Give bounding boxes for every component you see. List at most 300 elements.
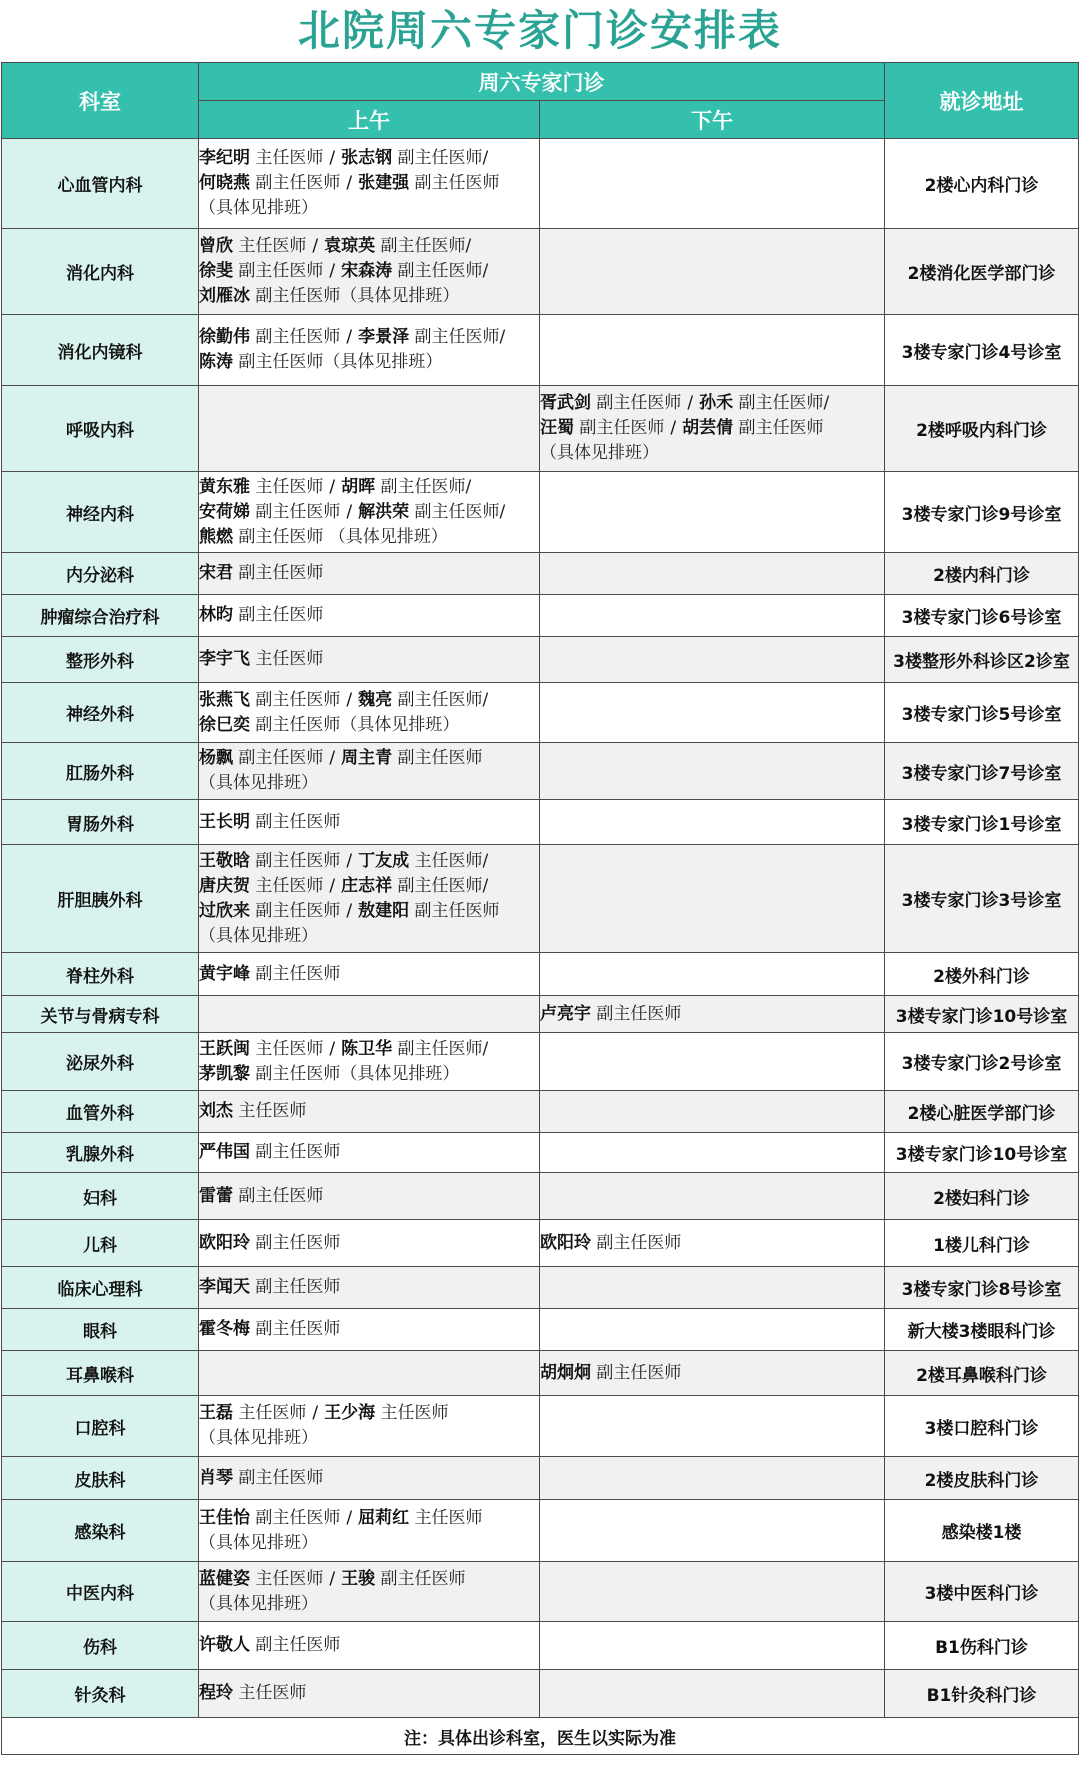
address-cell: 2楼妇科门诊	[885, 1173, 1079, 1220]
doctor-name: 王骏	[341, 1568, 376, 1589]
dept-cell: 肿瘤综合治疗科	[2, 595, 199, 637]
doctor-title: 副主任医师	[255, 501, 341, 522]
doctor-name: 袁琼英	[324, 236, 376, 256]
dept-cell: 神经外科	[2, 683, 199, 743]
doctor-line	[199, 171, 539, 196]
doctor-title: 主任医师	[238, 1101, 307, 1121]
pm-cell	[540, 845, 885, 953]
doctor-title: 副主任医师	[255, 1232, 341, 1253]
pm-cell	[540, 1033, 885, 1091]
doctor-name: 胥武剑	[540, 393, 591, 413]
doctor-name: 庄志祥	[341, 875, 393, 896]
doctor-name: 刘雁冰	[199, 286, 250, 306]
doctor-line	[199, 1592, 539, 1617]
address-cell: 3楼专家门诊10号诊室	[885, 996, 1079, 1033]
doctor-name: 茅凯黎	[199, 1063, 250, 1084]
table-row	[2, 553, 1079, 595]
am-cell	[199, 1091, 540, 1133]
doctor-line	[199, 1466, 539, 1491]
doctor-line	[199, 1681, 539, 1706]
doctor-name: 徐勤伟	[199, 327, 250, 347]
dept-cell: 临床心理科	[2, 1267, 199, 1309]
pm-cell	[540, 1670, 885, 1718]
am-cell	[199, 386, 540, 472]
dept-cell: 整形外科	[2, 637, 199, 683]
address-cell: 3楼专家门诊8号诊室	[885, 1267, 1079, 1309]
doctor-line	[199, 647, 539, 672]
doctor-name: 宋森涛	[341, 261, 393, 281]
address-cell: 3楼口腔科门诊	[885, 1396, 1079, 1457]
doctor-title: 副主任医师	[238, 1185, 324, 1206]
doctor-name: 唐庆贺	[199, 875, 250, 896]
doctor-title: 副主任医师（具体见排班）	[238, 352, 443, 372]
separator: /	[346, 850, 353, 871]
doctor-line	[199, 1317, 539, 1342]
doctor-name: 王敬晗	[199, 850, 250, 871]
doctor-line	[199, 688, 539, 713]
doctor-line	[199, 259, 539, 284]
doctor-line	[199, 475, 539, 500]
am-cell	[199, 1622, 540, 1670]
doctor-line	[199, 561, 539, 586]
table-row	[2, 1500, 1079, 1562]
doctor-line	[199, 771, 539, 796]
doctor-title: 副主任医师	[596, 393, 682, 413]
address-cell: 1楼儿科门诊	[885, 1220, 1079, 1267]
pm-cell	[540, 1091, 885, 1133]
doctor-line	[199, 1275, 539, 1300]
address-cell: 3楼中医科门诊	[885, 1562, 1079, 1622]
header-saturday: 周六专家门诊	[199, 63, 885, 101]
address-cell: 3楼专家门诊9号诊室	[885, 472, 1079, 553]
am-cell	[199, 1562, 540, 1622]
table-row	[2, 683, 1079, 743]
doctor-name: 孙禾	[699, 393, 734, 413]
dept-cell: 口腔科	[2, 1396, 199, 1457]
am-cell	[199, 1670, 540, 1718]
address-cell: 2楼心脏医学部门诊	[885, 1091, 1079, 1133]
doctor-title: 副主任医师/	[397, 1038, 489, 1059]
doctor-name: 卢亮宇	[540, 1003, 591, 1024]
doctor-line	[199, 1567, 539, 1592]
doctor-line	[199, 1426, 539, 1451]
footer-note: 注：具体出诊科室，医生以实际为准	[2, 1718, 1079, 1755]
address-cell: 感染楼1楼	[885, 1500, 1079, 1562]
doctor-name: 屈莉红	[358, 1507, 410, 1528]
am-cell	[199, 1396, 540, 1457]
doctor-title: 副主任医师	[380, 1568, 466, 1589]
doctor-name: 李闻天	[199, 1277, 250, 1297]
pm-cell	[540, 1500, 885, 1562]
am-cell	[199, 139, 540, 229]
separator: /	[346, 689, 353, 710]
table-row	[2, 953, 1079, 996]
doctor-title: （具体见排班）	[199, 925, 318, 946]
dept-cell: 妇科	[2, 1173, 199, 1220]
doctor-title: 副主任医师	[255, 1507, 341, 1528]
dept-cell: 伤科	[2, 1622, 199, 1670]
doctor-name: 严伟国	[199, 1142, 250, 1162]
doctor-line	[199, 962, 539, 987]
doctor-title: 副主任医师	[596, 1362, 682, 1383]
table-row	[2, 1267, 1079, 1309]
schedule-body	[2, 139, 1079, 1718]
doctor-name: 霍冬梅	[199, 1319, 250, 1339]
doctor-line	[540, 1231, 884, 1256]
doctor-name: 刘杰	[199, 1101, 233, 1121]
table-row	[2, 743, 1079, 800]
doctor-line	[199, 1099, 539, 1124]
separator: /	[329, 1568, 336, 1589]
doctor-line	[199, 234, 539, 259]
doctor-name: 胡芸倩	[682, 418, 734, 438]
doctor-title: 主任医师	[255, 1568, 324, 1589]
table-row	[2, 1457, 1079, 1500]
doctor-title: 副主任医师/	[414, 501, 506, 522]
doctor-title: 副主任医师/	[414, 327, 506, 347]
separator: /	[346, 1507, 353, 1528]
am-cell	[199, 845, 540, 953]
doctor-name: 王佳怡	[199, 1507, 250, 1528]
am-cell	[199, 1351, 540, 1396]
doctor-title: （具体见排班）	[199, 773, 318, 793]
doctor-line	[199, 350, 539, 375]
am-cell	[199, 743, 540, 800]
doctor-line	[199, 713, 539, 738]
doctor-title: 副主任医师	[255, 1635, 341, 1655]
doctor-title: 副主任医师（具体见排班）	[255, 1063, 460, 1084]
schedule-table	[1, 62, 1079, 1755]
am-cell	[199, 1267, 540, 1309]
doctor-name: 周主青	[341, 748, 393, 768]
address-cell: 2楼呼吸内科门诊	[885, 386, 1079, 472]
doctor-line	[199, 1231, 539, 1256]
doctor-title: 主任医师	[255, 148, 324, 168]
dept-cell: 心血管内科	[2, 139, 199, 229]
pm-cell	[540, 1562, 885, 1622]
doctor-title: 副主任医师	[397, 748, 483, 768]
doctor-title: 主任医师/	[414, 850, 489, 871]
doctor-line	[199, 1506, 539, 1531]
dept-cell: 脊柱外科	[2, 953, 199, 996]
address-cell: 3楼专家门诊5号诊室	[885, 683, 1079, 743]
doctor-name: 熊燃	[199, 526, 233, 547]
doctor-title: （具体见排班）	[199, 1532, 318, 1553]
doctor-title: 主任医师	[238, 236, 307, 256]
doctor-line	[540, 441, 884, 466]
doctor-line	[199, 500, 539, 525]
separator: /	[329, 261, 336, 281]
am-cell	[199, 229, 540, 315]
doctor-title: 副主任医师	[238, 563, 324, 583]
doctor-title: 副主任医师	[238, 748, 324, 768]
dept-cell: 耳鼻喉科	[2, 1351, 199, 1396]
address-cell: 3楼整形外科诊区2诊室	[885, 637, 1079, 683]
doctor-title: 副主任医师/	[397, 875, 489, 896]
doctor-line	[199, 1062, 539, 1087]
pm-cell	[540, 229, 885, 315]
doctor-title: 主任医师	[380, 1403, 449, 1423]
table-row	[2, 315, 1079, 386]
doctor-title: 副主任医师/	[738, 393, 830, 413]
dept-cell: 乳腺外科	[2, 1133, 199, 1173]
am-cell	[199, 1033, 540, 1091]
address-cell: 3楼专家门诊3号诊室	[885, 845, 1079, 953]
doctor-title: 副主任医师	[255, 900, 341, 921]
doctor-title: 副主任医师	[579, 418, 665, 438]
doctor-name: 丁友成	[358, 850, 410, 871]
doctor-title: 副主任医师	[255, 327, 341, 347]
doctor-title: （具体见排班）	[540, 443, 659, 463]
doctor-name: 张燕飞	[199, 689, 250, 710]
doctor-line	[199, 525, 539, 550]
doctor-name: 李纪明	[199, 148, 250, 168]
doctor-name: 张建强	[358, 173, 410, 193]
am-cell	[199, 1133, 540, 1173]
doctor-name: 黄宇峰	[199, 963, 250, 984]
header-address: 就诊地址	[885, 63, 1079, 139]
separator: /	[329, 148, 336, 168]
table-row	[2, 1351, 1079, 1396]
doctor-name: 王磊	[199, 1403, 233, 1423]
doctor-line	[199, 1633, 539, 1658]
doctor-line	[199, 899, 539, 924]
doctor-name: 肖琴	[199, 1467, 233, 1488]
doctor-name: 陈卫华	[341, 1038, 393, 1059]
doctor-title: 副主任医师 （具体见排班）	[238, 526, 448, 547]
dept-cell: 胃肠外科	[2, 800, 199, 845]
doctor-line	[199, 284, 539, 309]
separator: /	[329, 875, 336, 896]
am-cell	[199, 1173, 540, 1220]
doctor-name: 陈涛	[199, 352, 233, 372]
doctor-title: 副主任医师/	[397, 689, 489, 710]
doctor-line	[199, 603, 539, 628]
doctor-name: 王少海	[324, 1403, 376, 1423]
header-am: 上午	[199, 101, 540, 139]
doctor-title: 副主任医师	[255, 689, 341, 710]
am-cell	[199, 953, 540, 996]
doctor-name: 过欣来	[199, 900, 250, 921]
address-cell: 新大楼3楼眼科门诊	[885, 1309, 1079, 1351]
doctor-line	[199, 325, 539, 350]
address-cell: 3楼专家门诊4号诊室	[885, 315, 1079, 386]
doctor-name: 安荷娣	[199, 501, 250, 522]
table-row	[2, 472, 1079, 553]
address-cell: 3楼专家门诊2号诊室	[885, 1033, 1079, 1091]
doctor-line	[540, 1361, 884, 1386]
doctor-line	[199, 1401, 539, 1426]
dept-cell: 皮肤科	[2, 1457, 199, 1500]
table-row	[2, 1309, 1079, 1351]
dept-cell: 关节与骨病专科	[2, 996, 199, 1033]
doctor-title: 副主任医师/	[380, 476, 472, 497]
pm-cell	[540, 637, 885, 683]
doctor-line	[199, 874, 539, 899]
doctor-line	[199, 1140, 539, 1165]
doctor-title: 副主任医师（具体见排班）	[255, 286, 460, 306]
am-cell	[199, 1220, 540, 1267]
pm-cell	[540, 1351, 885, 1396]
separator: /	[346, 900, 353, 921]
doctor-name: 杨飘	[199, 748, 233, 768]
doctor-name: 许敬人	[199, 1635, 250, 1655]
doctor-title: 副主任医师	[414, 900, 500, 921]
table-row	[2, 386, 1079, 472]
separator: /	[312, 236, 319, 256]
dept-cell: 消化内镜科	[2, 315, 199, 386]
dept-cell: 眼科	[2, 1309, 199, 1351]
doctor-line	[199, 146, 539, 171]
address-cell: 3楼专家门诊7号诊室	[885, 743, 1079, 800]
doctor-name: 徐斐	[199, 261, 233, 281]
address-cell: 3楼专家门诊10号诊室	[885, 1133, 1079, 1173]
separator: /	[329, 1038, 336, 1059]
table-row	[2, 845, 1079, 953]
doctor-title: 副主任医师	[596, 1003, 682, 1024]
doctor-title: 主任医师	[255, 476, 324, 497]
dept-cell: 内分泌科	[2, 553, 199, 595]
doctor-title: 主任医师	[414, 1507, 483, 1528]
address-cell: B1针灸科门诊	[885, 1670, 1079, 1718]
table-row	[2, 1091, 1079, 1133]
doctor-line	[199, 1037, 539, 1062]
doctor-name: 徐巳奕	[199, 714, 250, 735]
pm-cell	[540, 315, 885, 386]
header-pm: 下午	[540, 101, 885, 139]
table-row	[2, 1562, 1079, 1622]
dept-cell: 感染科	[2, 1500, 199, 1562]
table-row	[2, 1173, 1079, 1220]
doctor-title: 副主任医师/	[397, 261, 489, 281]
doctor-title: 副主任医师	[255, 811, 341, 832]
doctor-name: 胡晖	[341, 476, 376, 497]
pm-cell	[540, 1622, 885, 1670]
doctor-title: 副主任医师	[738, 418, 824, 438]
am-cell	[199, 315, 540, 386]
doctor-title: 副主任医师	[596, 1232, 682, 1253]
am-cell	[199, 800, 540, 845]
doctor-title: 副主任医师	[238, 261, 324, 281]
dept-cell: 呼吸内科	[2, 386, 199, 472]
pm-cell	[540, 1267, 885, 1309]
doctor-line	[540, 391, 884, 416]
doctor-title: 副主任医师/	[397, 148, 489, 168]
doctor-name: 曾欣	[199, 236, 233, 256]
separator: /	[329, 748, 336, 768]
dept-cell: 神经内科	[2, 472, 199, 553]
doctor-title: 副主任医师	[255, 850, 341, 871]
doctor-title: 副主任医师	[255, 1277, 341, 1297]
table-row	[2, 229, 1079, 315]
doctor-title: （具体见排班）	[199, 1593, 318, 1614]
separator: /	[346, 501, 353, 522]
doctor-title: 副主任医师/	[380, 236, 472, 256]
table-row	[2, 1033, 1079, 1091]
doctor-name: 欧阳玲	[540, 1232, 591, 1253]
doctor-title: 副主任医师	[238, 1467, 324, 1488]
pm-cell	[540, 553, 885, 595]
doctor-name: 王长明	[199, 811, 250, 832]
doctor-name: 何晓燕	[199, 173, 250, 193]
doctor-name: 解洪荣	[358, 501, 410, 522]
doctor-name: 胡炯炯	[540, 1362, 591, 1383]
address-cell: 2楼心内科门诊	[885, 139, 1079, 229]
address-cell: 3楼专家门诊1号诊室	[885, 800, 1079, 845]
am-cell	[199, 996, 540, 1033]
separator: /	[670, 418, 677, 438]
pm-cell	[540, 996, 885, 1033]
doctor-name: 雷蕾	[199, 1185, 233, 1206]
doctor-line	[199, 746, 539, 771]
pm-cell	[540, 1396, 885, 1457]
am-cell	[199, 1500, 540, 1562]
dept-cell: 消化内科	[2, 229, 199, 315]
doctor-title: 副主任医师（具体见排班）	[255, 714, 460, 735]
am-cell	[199, 1457, 540, 1500]
address-cell: 2楼外科门诊	[885, 953, 1079, 996]
am-cell	[199, 472, 540, 553]
page-title: 北院周六专家门诊安排表	[297, 6, 782, 55]
doctor-title: 副主任医师	[238, 605, 324, 625]
pm-cell	[540, 953, 885, 996]
doctor-title: 主任医师	[255, 1038, 324, 1059]
doctor-line	[199, 849, 539, 874]
am-cell	[199, 637, 540, 683]
address-cell: 2楼耳鼻喉科门诊	[885, 1351, 1079, 1396]
dept-cell: 泌尿外科	[2, 1033, 199, 1091]
am-cell	[199, 1309, 540, 1351]
doctor-name: 张志钢	[341, 148, 393, 168]
dept-cell: 肝胆胰外科	[2, 845, 199, 953]
header-dept: 科室	[2, 63, 199, 139]
doctor-line	[540, 1002, 884, 1027]
address-cell: 2楼内科门诊	[885, 553, 1079, 595]
table-row	[2, 1622, 1079, 1670]
table-row	[2, 800, 1079, 845]
doctor-name: 程玲	[199, 1683, 233, 1703]
doctor-name: 汪蜀	[540, 418, 574, 438]
table-row	[2, 1133, 1079, 1173]
pm-cell	[540, 1220, 885, 1267]
doctor-name: 敖建阳	[358, 900, 410, 921]
separator: /	[329, 476, 336, 497]
separator: /	[346, 327, 353, 347]
pm-cell	[540, 595, 885, 637]
address-cell: 2楼消化医学部门诊	[885, 229, 1079, 315]
doctor-line	[540, 416, 884, 441]
doctor-title: （具体见排班）	[199, 1428, 318, 1448]
separator: /	[346, 173, 353, 193]
doctor-name: 黄东雅	[199, 476, 250, 497]
doctor-name: 林昀	[199, 605, 233, 625]
separator: /	[687, 393, 694, 413]
doctor-name: 蓝健姿	[199, 1568, 250, 1589]
pm-cell	[540, 800, 885, 845]
doctor-name: 王跃闽	[199, 1038, 250, 1059]
table-row	[2, 1670, 1079, 1718]
doctor-title: （具体见排班）	[199, 198, 318, 218]
doctor-title: 主任医师	[255, 875, 324, 896]
table-row	[2, 996, 1079, 1033]
doctor-line	[199, 196, 539, 221]
pm-cell	[540, 472, 885, 553]
doctor-line	[199, 1184, 539, 1209]
doctor-name: 魏亮	[358, 689, 393, 710]
doctor-title: 主任医师	[238, 1683, 307, 1703]
pm-cell	[540, 139, 885, 229]
dept-cell: 中医内科	[2, 1562, 199, 1622]
